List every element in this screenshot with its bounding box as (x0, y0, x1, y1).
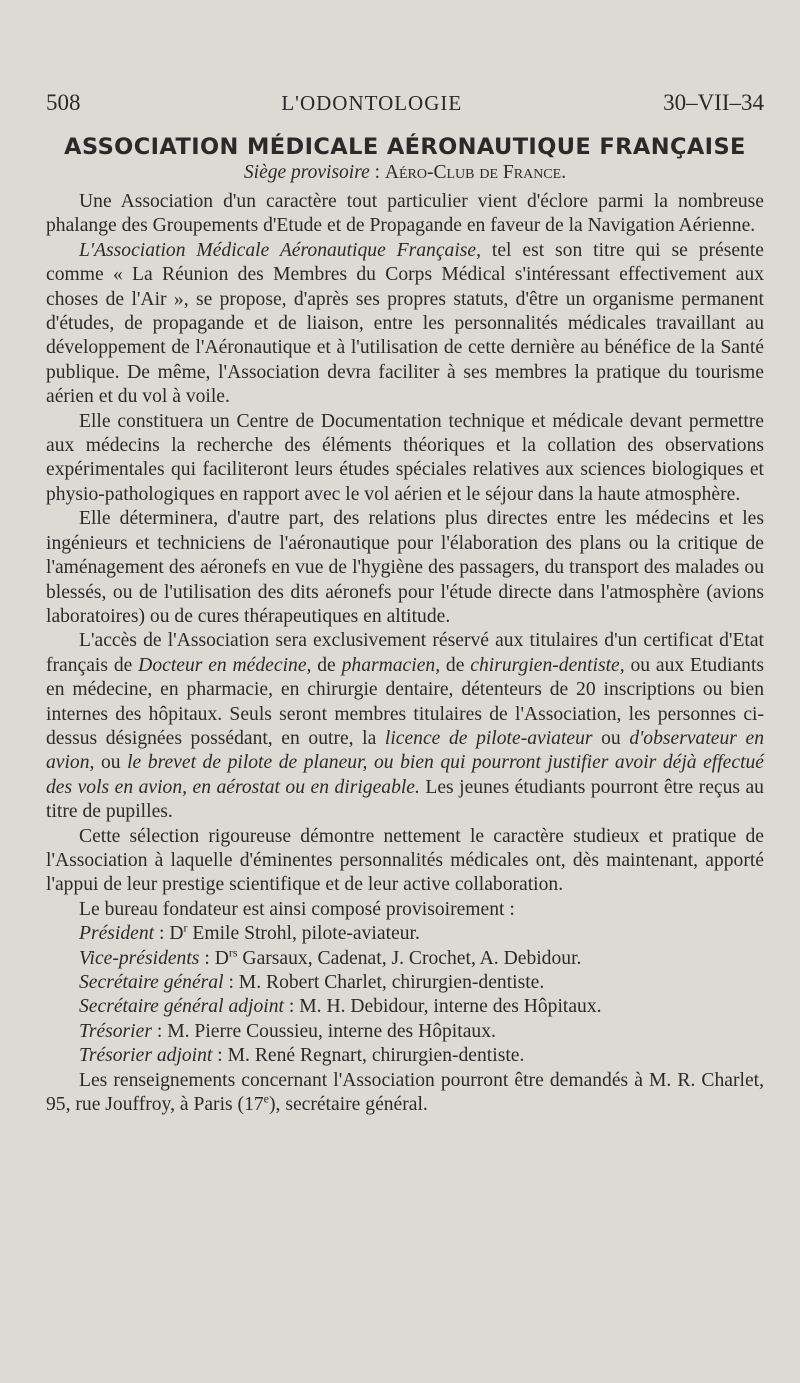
p5-observateur: d'observateur en avion, (46, 727, 764, 774)
bureau-name: Emile Strohl, pilote-aviateur. (187, 923, 420, 945)
bureau-member (46, 922, 764, 946)
bureau-name: M. Pierre Coussieu, interne des Hôpitaux. (167, 1020, 496, 1042)
running-head (46, 90, 764, 116)
p5-text-k: ou (94, 752, 128, 774)
p5-text-c: de (311, 654, 342, 676)
bureau-member (46, 1044, 764, 1068)
closing-text: Les renseignements concernant l'Association pourront être demandés à M. R. Charlet, 95, rue Jouffroy, à Paris (17 (46, 1069, 764, 1116)
issue-date: 30–VII–34 (663, 90, 764, 115)
bureau-title: D (214, 947, 229, 969)
subtitle-label: Siège provisoire (243, 162, 370, 183)
p5-pharmacien: pharmacien, (341, 654, 441, 676)
closing-end: ), secrétaire général. (269, 1094, 428, 1116)
paragraph-6: Cette sélection rigoureuse démontre nettement le caractère studieux et pratique de l'Association à laquelle d'éminentes personnalités médicales ont, dès maintenant, apporté l'appui de leur prestige scientifique et de leur active collaboration. (46, 825, 764, 896)
p5-text-i: ou (592, 727, 630, 749)
bureau-role: Secrétaire général (79, 972, 224, 993)
bureau-sep: : (199, 947, 215, 969)
bureau-member (46, 995, 764, 1019)
p5-text-a: L'accès de l'Association sera exclusivement réservé aux titulaires d'un certificat d'Etat français de (46, 630, 764, 676)
p5-chirurgien: chirurgien-dentiste, (470, 654, 625, 676)
paragraph-4: Elle déterminera, d'autre part, des relations plus directes entre les médecins et les ingénieurs et techniciens de l'aéronautique pour l'élaboration des plans ou la critique de l'aménagement des aéronefs en vue de l'hygiène des passagers, du transport des malades ou blessés, ou de l'utilisation des dits aéronefs pour l'étude directe dans l'atmosphère (avions laboratoires) ou de cures thérapeutiques en altitude. (46, 508, 764, 627)
p5-brevet: le brevet de pilote de planeur, ou bien qui pourront justifier avoir déjà effectué des vols en avion, en aérostat ou en dirigeable. (46, 752, 765, 798)
bureau-member (46, 947, 764, 971)
article-subtitle (46, 162, 764, 184)
bureau-sep: : (212, 1045, 228, 1067)
association-name: L'Association Médicale Aéronautique Française, (79, 239, 482, 261)
paragraph-7: Le bureau fondateur est ainsi composé provisoirement : (79, 898, 515, 920)
bureau-member (46, 971, 764, 995)
subtitle-separator: : (369, 162, 385, 183)
bureau-member (46, 1020, 764, 1044)
subtitle-value: Aéro-Club de France. (384, 162, 567, 183)
paragraph-2 (46, 239, 764, 410)
p5-text-m: Les jeunes étudiants pourront être reçus au titre de pupilles. (46, 776, 764, 823)
bureau-title-sup: r (183, 920, 188, 935)
paragraph-3: Elle constituera un Centre de Documentation technique et médicale devant permettre aux médecins la recherche des éléments théoriques et la collation des observations expérimentales qui faciliteront leurs études spéciales relatives aux sciences biologiques et physio-pathologiques en rapport avec le vol aérien et le séjour dans la haute atmosphère. (46, 410, 764, 505)
p5-text-e: de (440, 654, 471, 676)
bureau-role: Trésorier adjoint (79, 1045, 213, 1067)
page-number: 508 (46, 90, 81, 115)
paragraph-1: Une Association d'un caractère tout particulier vient d'éclore parmi la nombreuse phalange des Groupements d'Etude et de Propagande en faveur de la Navigation Aérienne. (46, 191, 764, 237)
paragraph-2-text: tel est son titre qui se présente comme « La Réunion des Membres du Corps Médical s'intéressant effectivement aux choses de l'Air », se propose, d'après ses propres statuts, d'être un organisme permanent d'études, de propagande et de liaison, entre les personnalités médicales travaillant au développement de l'Aéronautique et à l'utilisation de cette dernière au bénéfice de la Santé publique. De même, l'Association devra faciliter à ses membres la pratique du tourisme aérien et du vol à voile. (46, 239, 764, 408)
bureau-title-sup: rs (228, 945, 238, 960)
bureau-name: Garsaux, Cadenat, J. Crochet, A. Debidour. (237, 947, 582, 969)
p5-licence: licence de pilote-aviateur (384, 727, 593, 749)
p5-docteur: Docteur en médecine, (138, 654, 312, 676)
p5-text-g: ou aux Etudiants en médecine, en pharmacie, en chirurgie dentaire, détenteurs de 20 inscriptions ou bien internes des hôpitaux. Seuls seront membres titulaires de l'Association, les personnes ci-dessus désignées possédant, en outre, la (46, 654, 765, 749)
bureau-sep: : (154, 923, 170, 945)
bureau-role: Vice-présidents (79, 947, 200, 969)
article-title: ASSOCIATION MÉDICALE AÉRONAUTIQUE FRANÇAISE (64, 134, 746, 160)
bureau-sep: : (283, 996, 300, 1018)
bureau-sep: : (223, 972, 239, 993)
bureau-list (46, 922, 764, 1068)
bureau-role: Président (79, 923, 155, 945)
bureau-sep: : (151, 1020, 168, 1042)
bureau-name: M. Robert Charlet, chirurgien-dentiste. (238, 972, 545, 993)
bureau-title: D (169, 923, 184, 945)
bureau-role: Trésorier (79, 1020, 152, 1042)
journal-title: L'ODONTOLOGIE (281, 91, 463, 115)
closing-sup: e (263, 1091, 269, 1106)
bureau-name: M. H. Debidour, interne des Hôpitaux. (299, 996, 602, 1018)
paragraph-5 (46, 629, 764, 824)
bureau-name: M. René Regnart, chirurgien-dentiste. (227, 1045, 525, 1067)
closing-paragraph (46, 1069, 764, 1118)
bureau-role: Secrétaire général adjoint (79, 996, 284, 1018)
